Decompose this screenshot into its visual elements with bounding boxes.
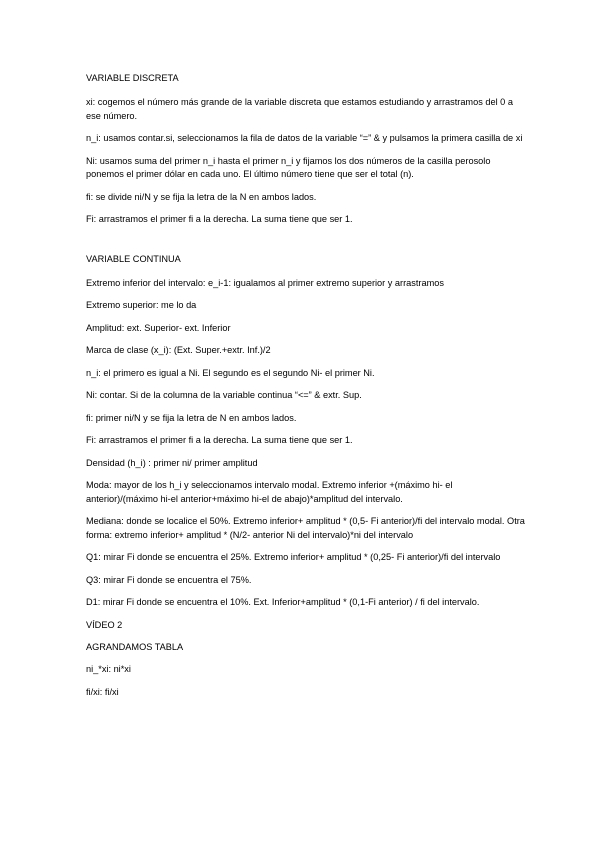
paragraph-continuous-ni: n_i: el primero es igual a Ni. El segundo es el segundo Ni- el primer Ni. bbox=[86, 367, 375, 378]
paragraph-continuous-densidad: Densidad (h_i) : primer ni/ primer amplitud bbox=[86, 457, 258, 468]
paragraph-discrete-ni: n_i: usamos contar.si, seleccionamos la fila de datos de la variable “=” & y pulsamos la primera casilla de xi bbox=[86, 133, 523, 143]
paragraph-discrete-Fi: Fi: arrastramos el primer fi a la derecha. La suma tiene que ser 1. bbox=[86, 214, 353, 224]
paragraph-continuous-Fi: Fi: arrastramos el primer fi a la derecha. La suma tiene que ser 1. bbox=[86, 435, 353, 445]
section-title-discrete: VARIABLE DISCRETA bbox=[86, 73, 179, 83]
paragraph-discrete-fi: fi: se divide ni/N y se fija la letra de la N en ambos lados. bbox=[86, 191, 317, 202]
paragraph-discrete-Ni: Ni: usamos suma del primer n_i hasta el primer n_i y fijamos los dos números de la casilla perosolo ponemos el primer dólar en cada uno. El último número tiene que ser el total (n). bbox=[86, 155, 491, 179]
paragraph-continuous-moda: Moda: mayor de los h_i y seleccionamos intervalo modal. Extremo inferior +(máximo hi- el anterior)/(máximo hi-el anterior+máximo hi-el de abajo)*amplitud del intervalo. bbox=[86, 480, 453, 504]
paragraph-continuous-extremo-superior: Extremo superior: me lo da bbox=[86, 300, 197, 310]
paragraph-video-fi-xi: fi/xi: fi/xi bbox=[86, 686, 119, 697]
paragraph-continuous-Ni: Ni: contar. Si de la columna de la variable continua “<=” & extr. Sup. bbox=[86, 390, 362, 400]
paragraph-continuous-q1: Q1: mirar Fi donde se encuentra el 25%. Extremo inferior+ amplitud * (0,25- Fi anterior)/fi del intervalo bbox=[86, 552, 501, 562]
paragraph-continuous-q3: Q3: mirar Fi donde se encuentra el 75%. bbox=[86, 574, 252, 585]
paragraph-continuous-marca-clase: Marca de clase (x_i): (Ext. Super.+extr. Inf.)/2 bbox=[86, 345, 271, 355]
paragraph-video-ni-xi: ni_*xi: ni*xi bbox=[86, 664, 131, 674]
section-title-continuous: VARIABLE CONTINUA bbox=[86, 253, 181, 264]
paragraph-continuous-mediana: Mediana: donde se localice el 50%. Extremo inferior+ amplitud * (0,5- Fi anterior)/fi del intervalo modal. Otra forma: extremo inferior+ amplitud * (N/2- anterior Ni del intervalo)*ni del intervalo bbox=[86, 516, 525, 540]
paragraph-video-agrandamos: AGRANDAMOS TABLA bbox=[86, 641, 184, 652]
paragraph-continuous-d1: D1: mirar Fi donde se encuentra el 10%. Ext. Inferior+amplitud * (0,1-Fi anterior) / fi del intervalo. bbox=[86, 597, 480, 607]
section-title-video: VÍDEO 2 bbox=[86, 619, 123, 630]
paragraph-discrete-xi: xi: cogemos el número más grande de la variable discreta que estamos estudiando y arrastramos del 0 a ese número. bbox=[86, 97, 513, 121]
paragraph-continuous-extremo-inferior: Extremo inferior del intervalo: e_i-1: igualamos al primer extremo superior y arrastramos bbox=[86, 277, 444, 288]
document-page bbox=[86, 72, 526, 699]
paragraph-continuous-amplitud: Amplitud: ext. Superior- ext. Inferior bbox=[86, 322, 231, 333]
paragraph-continuous-fi: fi: primer ni/N y se fija la letra de N en ambos lados. bbox=[86, 412, 297, 423]
